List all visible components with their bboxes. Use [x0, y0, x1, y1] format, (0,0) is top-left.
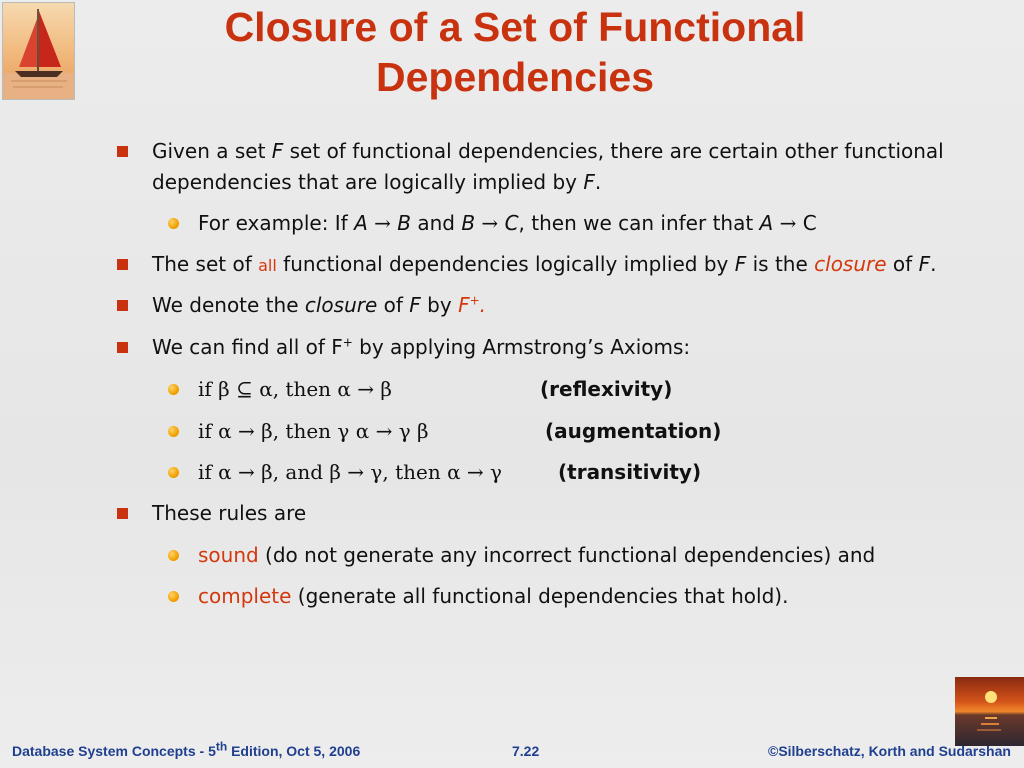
label-augmentation: (augmentation) — [545, 419, 722, 443]
rule-transitivity: if α → β, and β → γ, then α → γ — [198, 460, 503, 484]
text: The set of — [152, 252, 259, 276]
var-a: A — [759, 211, 774, 235]
title-line-2: Dependencies — [376, 54, 654, 100]
arrow-symbol: → — [475, 211, 505, 235]
keyword-sound: sound — [198, 543, 259, 567]
text: set of functional dependencies, there are certain other functional — [283, 139, 944, 163]
var-f: F — [409, 293, 421, 317]
bullet-square — [117, 342, 128, 353]
text: For example: If — [198, 211, 355, 235]
text: (generate all functional dependencies that hold). — [291, 584, 789, 608]
text: and — [411, 211, 462, 235]
text: . — [930, 252, 937, 276]
page-number: 7.22 — [512, 743, 540, 759]
plus-superscript: + — [469, 293, 480, 308]
label-transitivity: (transitivity) — [558, 460, 702, 484]
text: (do not generate any incorrect functional dependencies) and — [258, 543, 876, 567]
plus-superscript: + — [342, 335, 353, 350]
text: , then we can infer that — [518, 211, 760, 235]
text: dependencies that are logically implied by — [152, 170, 584, 194]
text: We denote the — [152, 293, 305, 317]
text: functional dependencies logically implied by — [276, 252, 735, 276]
var-f: F — [734, 252, 747, 276]
superscript: th — [215, 739, 228, 754]
var-c: C — [802, 211, 817, 235]
bullet-square — [117, 146, 128, 157]
bullet-dot — [168, 591, 179, 602]
text: . — [479, 293, 486, 317]
bullet-dot — [168, 550, 179, 561]
text: by applying Armstrong’s Axioms: — [352, 335, 691, 359]
footer-left — [12, 739, 361, 759]
bullet-square — [117, 300, 128, 311]
title-line-1: Closure of a Set of Functional — [224, 4, 806, 50]
bullet-set-of-all — [152, 249, 936, 281]
bullet-square — [117, 508, 128, 519]
bullet-square — [117, 259, 128, 270]
footer-right: ©Silberschatz, Korth and Sudarshan — [768, 743, 1011, 759]
var-c: C — [504, 211, 519, 235]
bullet-dot — [168, 218, 179, 229]
slide-title — [150, 2, 880, 102]
bullet-dot — [168, 467, 179, 478]
sunset-image — [955, 677, 1024, 746]
text: . — [594, 170, 602, 194]
text: We can find all of F — [152, 335, 343, 359]
var-f: F — [271, 139, 284, 163]
text: of — [377, 293, 410, 317]
bullet-given-set — [152, 136, 992, 198]
var-b: B — [397, 211, 411, 235]
text: Given a set — [152, 139, 272, 163]
var-b: B — [461, 211, 476, 235]
text: of — [886, 252, 919, 276]
var-f: F — [583, 170, 595, 194]
rule-augmentation: if α → β, then γ α → γ β — [198, 419, 429, 443]
rule-reflexivity: if β ⊆ α, then α → β — [198, 377, 392, 401]
subbullet-sound — [198, 540, 875, 571]
text: Edition, Oct 5, 2006 — [227, 743, 361, 759]
var-a: A — [354, 211, 368, 235]
subbullet-complete — [198, 581, 788, 612]
text: Database System Concepts - 5 — [12, 743, 216, 759]
sailboat-logo — [2, 2, 75, 100]
label-reflexivity: (reflexivity) — [540, 377, 673, 401]
f-plus: F — [458, 293, 470, 317]
arrow-symbol: → — [773, 211, 803, 235]
bullet-armstrong — [152, 332, 690, 363]
bullet-dot — [168, 426, 179, 437]
var-f: F — [918, 252, 931, 276]
keyword-complete: complete — [198, 584, 292, 608]
bullet-rules-are: These rules are — [152, 501, 307, 525]
text: is the — [746, 252, 815, 276]
subbullet-example — [198, 208, 817, 239]
bullet-dot — [168, 384, 179, 395]
highlight-all: all — [258, 256, 277, 275]
bullet-denote — [152, 290, 486, 321]
closure-word: closure — [304, 293, 378, 317]
text: by — [420, 293, 459, 317]
highlight-closure: closure — [814, 252, 887, 276]
arrow-symbol: → — [367, 211, 398, 235]
